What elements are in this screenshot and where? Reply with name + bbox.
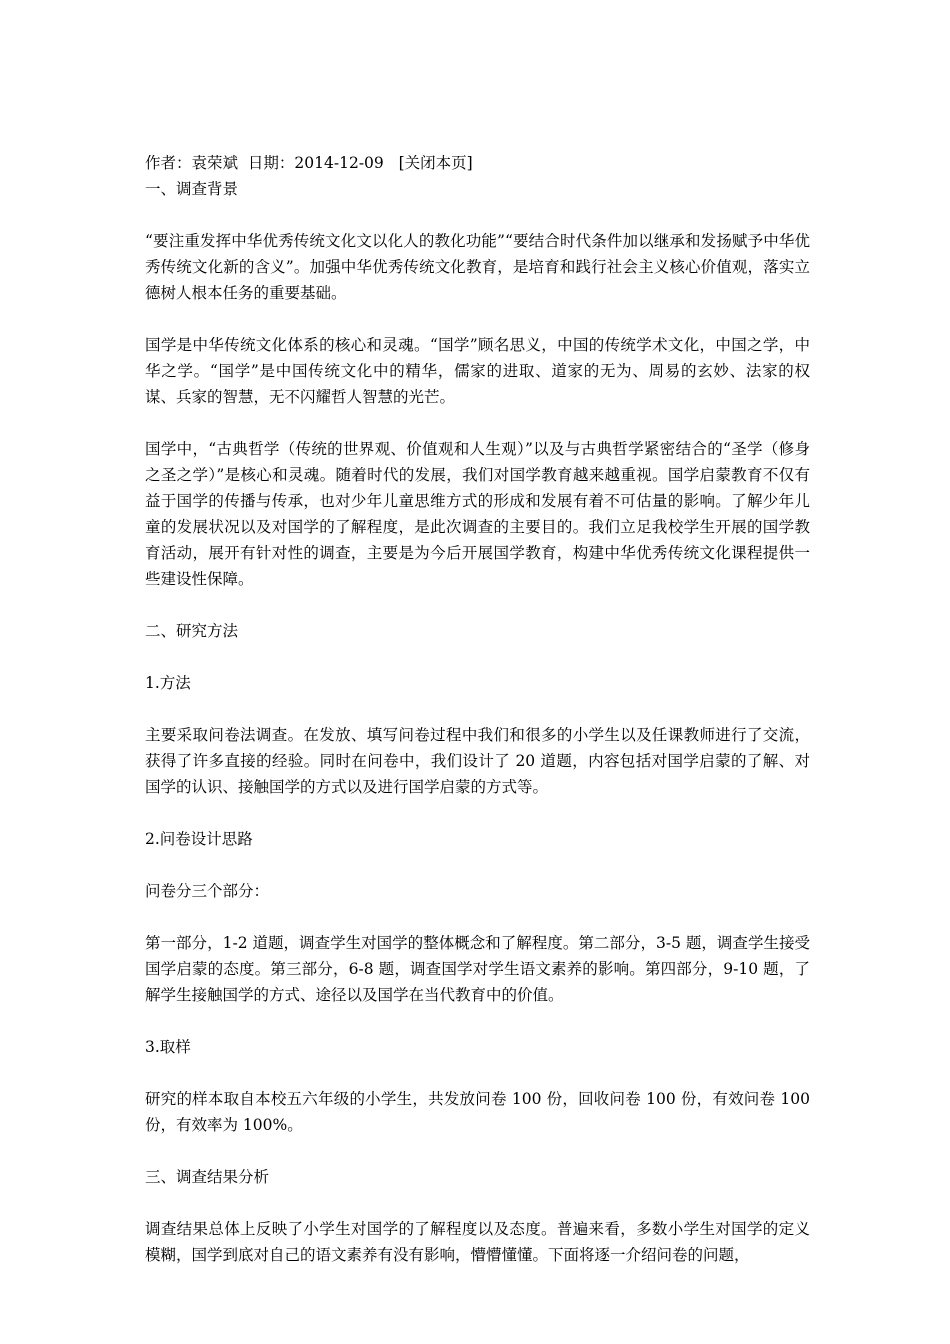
author-label: 作者：	[145, 154, 192, 172]
close-page-link[interactable]: [关闭本页]	[398, 154, 473, 172]
section-1-paragraph-3: 国学中，“古典哲学（传统的世界观、价值观和人生观）”以及与古典哲学紧密结合的“圣学（修身之圣之学）”是核心和灵魂。随着时代的发展，我们对国学教育越来越重视。国学启蒙教育不仅有益于国学的传播与传承，也对少年儿童思维方式的形成和发展有着不可估量的影响。了解少年儿童的发展状况以及对国学的了解程度，是此次调查的主要目的。我们立足我校学生开展的国学教育活动，展开有针对性的调查，主要是为今后开展国学教育，构建中华优秀传统文化课程提供一些建设性保障。	[145, 440, 810, 588]
section-2-subtitle-design: 2.问卷设计思路	[145, 830, 253, 848]
section-3-paragraph-1: 调查结果总体上反映了小学生对国学的了解程度以及态度。普遍来看，多数小学生对国学的定义模糊，国学到底对自己的语文素养有没有影响，懵懵懂懂。下面将逐一介绍问卷的问题，	[145, 1220, 810, 1264]
section-2-paragraph-design: 第一部分，1-2 道题，调查学生对国学的整体概念和了解程度。第二部分，3-5 题，调查学生接受国学启蒙的态度。第三部分，6-8 题，调查国学对学生语文素养的影响。第四部分，9-10 题，了解学生接触国学的方式、途径以及国学在当代教育中的价值。	[145, 934, 810, 1004]
document-body	[145, 150, 810, 1268]
section-2-paragraph-parts: 问卷分三个部分：	[145, 882, 270, 900]
section-1-paragraph-1: “要注重发挥中华优秀传统文化文以化人的教化功能”“要结合时代条件加以继承和发扬赋予中华优秀传统文化新的含义”。加强中华优秀传统文化教育，是培育和践行社会主义核心价值观，落实立德树人根本任务的重要基础。	[145, 232, 810, 302]
section-2-subtitle-method: 1.方法	[145, 674, 191, 692]
section-2-paragraph-method: 主要采取问卷法调查。在发放、填写问卷过程中我们和很多的小学生以及任课教师进行了交流，获得了许多直接的经验。同时在问卷中，我们设计了 20 道题，内容包括对国学启蒙的了解、对国学的认识、接触国学的方式以及进行国学启蒙的方式等。	[145, 726, 810, 796]
article-meta	[145, 150, 810, 176]
date-label: 日期：	[247, 154, 295, 172]
section-2-subtitle-sampling: 3.取样	[145, 1038, 191, 1056]
section-1-paragraph-2: 国学是中华传统文化体系的核心和灵魂。“国学”顾名思义，中国的传统学术文化，中国之学，中华之学。“国学”是中国传统文化中的精华，儒家的进取、道家的无为、周易的玄妙、法家的权谋、兵家的智慧，无不闪耀哲人智慧的光芒。	[145, 336, 810, 406]
section-1-title: 一、调查背景	[145, 180, 239, 198]
section-2-paragraph-sampling: 研究的样本取自本校五六年级的小学生，共发放问卷 100 份，回收问卷 100 份，有效问卷 100 份，有效率为 100%。	[145, 1090, 810, 1134]
section-3-title: 三、调查结果分析	[145, 1168, 270, 1186]
author-name: 袁荣斌	[191, 154, 239, 172]
section-2-title: 二、研究方法	[145, 622, 239, 640]
date-value: 2014-12-09	[294, 154, 384, 172]
